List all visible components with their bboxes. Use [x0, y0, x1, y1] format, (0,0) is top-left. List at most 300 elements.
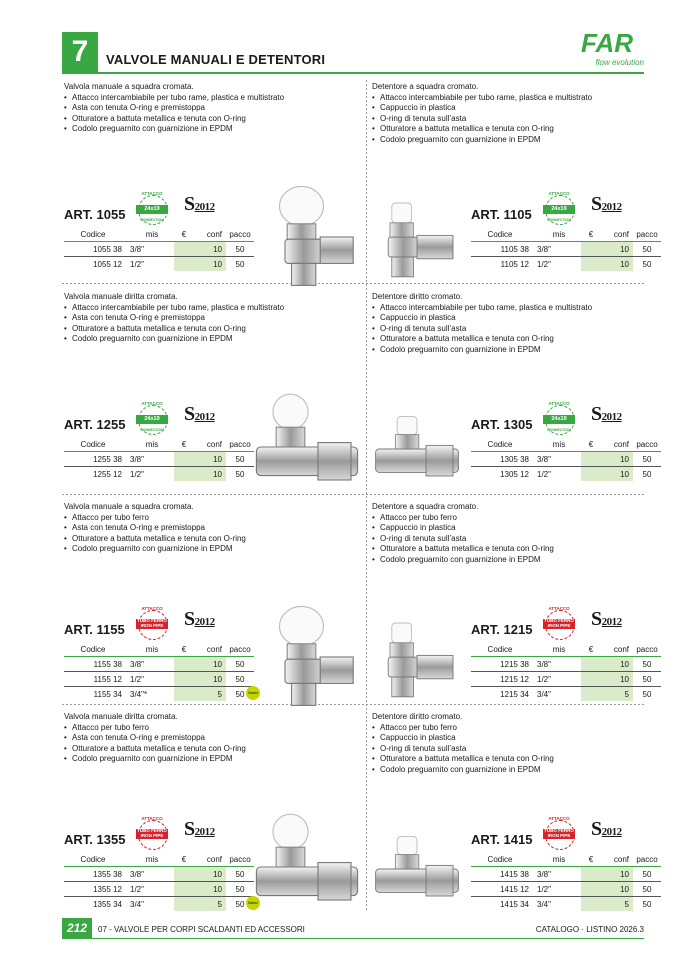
article-table	[471, 437, 661, 481]
table-row	[64, 257, 254, 272]
badge-label	[136, 415, 168, 424]
article-title: ART. 1305	[471, 417, 533, 432]
feature-list	[64, 93, 349, 135]
column-header: mis	[145, 644, 159, 654]
description-intro: Detentore a squadra cromato.	[372, 82, 479, 91]
cell-code: 1255 38	[64, 452, 126, 467]
feature-item: • Attacco per tubo ferro	[372, 723, 657, 734]
feature-list	[372, 303, 657, 356]
table-body	[64, 657, 254, 702]
article-title: ART. 1055	[64, 207, 126, 222]
column-header: €	[181, 439, 187, 449]
cell-price	[174, 687, 194, 702]
column-header: mis	[552, 229, 566, 239]
valve-product-image	[252, 392, 362, 502]
feature-list	[64, 513, 349, 555]
badge-line: 24x19	[551, 416, 567, 422]
cell-pack: 50	[226, 657, 254, 672]
s2012-letter: S	[591, 193, 602, 215]
table-row	[64, 882, 254, 897]
column-header: Codice	[80, 229, 106, 239]
valve-product-image	[252, 602, 362, 712]
badge-arc-text: ATTACCO	[548, 401, 570, 406]
description-intro: Detentore diritto cromato.	[372, 292, 463, 301]
s2012-letter: S	[184, 193, 195, 215]
cell-price	[581, 867, 601, 882]
column-divider	[366, 80, 367, 910]
cell-conf: 10	[194, 452, 226, 467]
feature-item: • Codolo preguarnito con guarnizione in EPDM	[372, 135, 657, 146]
cell-conf: 10	[194, 882, 226, 897]
cell-conf: 5	[194, 687, 226, 702]
feature-list	[64, 303, 349, 345]
s2012-mark	[591, 818, 622, 841]
product-description	[64, 292, 349, 345]
product-description	[64, 502, 349, 555]
iron-pipe-badge	[541, 816, 577, 852]
s2012-mark	[591, 608, 622, 631]
cell-code: 1055 12	[64, 257, 126, 272]
iron-pipe-badge	[541, 606, 577, 642]
cell-size: 3/8"	[126, 657, 174, 672]
brand-tagline: flow evolution	[595, 58, 644, 67]
cell-code: 1255 12	[64, 467, 126, 482]
cell-code: 1305 38	[471, 452, 533, 467]
cell-size: 3/4"*	[126, 687, 174, 702]
column-header: Codice	[487, 854, 513, 864]
badge-line: TUBO FERRO	[544, 828, 574, 833]
product-description	[372, 292, 657, 355]
column-header: pacco	[229, 644, 251, 654]
cell-pack: 50	[226, 257, 254, 272]
description-intro: Detentore diritto cromato.	[372, 712, 463, 721]
cell-code: 1105 38	[471, 242, 533, 257]
s2012-year: 2012	[601, 411, 622, 423]
badge-label	[543, 619, 575, 629]
cell-conf: 10	[194, 657, 226, 672]
feature-item: • Otturatore a battuta metallica e tenuta con O-ring	[372, 754, 657, 765]
badge-line: TUBO FERRO	[137, 618, 167, 623]
column-header: Codice	[80, 439, 106, 449]
article-table	[64, 227, 254, 271]
feature-item: • Attacco intercambiabile per tubo rame, plastica e multistrato	[372, 93, 657, 104]
cell-size: 1/2"	[126, 672, 174, 687]
page-title: VALVOLE MANUALI E DETENTORI	[106, 52, 326, 67]
table-header	[64, 227, 254, 242]
cell-pack: 50	[633, 452, 661, 467]
column-header: conf	[613, 439, 629, 449]
column-header: pacco	[229, 439, 251, 449]
column-header: conf	[206, 644, 222, 654]
cell-price	[174, 657, 194, 672]
feature-item: • Otturatore a battuta metallica e tenuta con O-ring	[372, 334, 657, 345]
article-title: ART. 1215	[471, 622, 533, 637]
feature-item: • Otturatore a battuta metallica e tenuta con O-ring	[64, 324, 349, 335]
feature-item: • Asta con tenuta O-ring e premistoppa	[64, 313, 349, 324]
feature-list	[372, 723, 657, 776]
column-header: conf	[613, 644, 629, 654]
cell-code: 1215 34	[471, 687, 533, 702]
badge-arc-text: ATTACCO	[141, 401, 163, 406]
table-row	[471, 242, 661, 257]
column-header: mis	[145, 229, 159, 239]
cell-pack: 50	[633, 242, 661, 257]
table-body	[471, 452, 661, 482]
badge-arc-text: CONNECTION	[547, 218, 571, 222]
article-table	[471, 642, 661, 701]
feature-item: • Codolo preguarnito con guarnizione in EPDM	[372, 345, 657, 356]
cell-price	[581, 687, 601, 702]
iron-pipe-badge	[134, 816, 170, 852]
cell-price	[581, 257, 601, 272]
cell-pack: 50	[633, 672, 661, 687]
article-title: ART. 1355	[64, 832, 126, 847]
valve-product-image	[372, 194, 462, 284]
valve-product-image	[372, 404, 462, 494]
cell-pack: 50	[226, 452, 254, 467]
feature-item: • O-ring di tenuta sull’asta	[372, 114, 657, 125]
column-header: €	[588, 644, 594, 654]
s2012-mark	[184, 818, 215, 841]
cell-size: 3/8"	[533, 867, 581, 882]
product-description	[64, 82, 349, 135]
feature-item: • Attacco intercambiabile per tubo rame, plastica e multistrato	[372, 303, 657, 314]
feature-item: • O-ring di tenuta sull’asta	[372, 324, 657, 335]
s2012-letter: S	[591, 608, 602, 630]
feature-item: • Otturatore a battuta metallica e tenuta con O-ring	[372, 544, 657, 555]
badge-line: IRON PIPE	[140, 622, 164, 628]
eco-icon: Natal	[246, 896, 260, 910]
table-row	[471, 452, 661, 467]
iron-pipe-badge	[134, 606, 170, 642]
table-row	[471, 867, 661, 882]
column-header: €	[181, 644, 187, 654]
column-header: pacco	[636, 644, 658, 654]
article-table	[471, 227, 661, 271]
table-header-row	[471, 642, 661, 657]
footer-section: 07 - VALVOLE PER CORPI SCALDANTI ED ACCESSORI	[98, 925, 305, 934]
s2012-letter: S	[184, 608, 195, 630]
cell-price	[174, 467, 194, 482]
cell-price	[581, 897, 601, 912]
column-header: mis	[552, 439, 566, 449]
table-body	[64, 242, 254, 272]
column-header: conf	[613, 229, 629, 239]
valve-product-image	[372, 824, 462, 914]
badge-label	[543, 829, 575, 839]
cell-size: 3/8"	[533, 657, 581, 672]
column-header: €	[588, 229, 594, 239]
feature-item: • Asta con tenuta O-ring e premistoppa	[64, 523, 349, 534]
cell-code: 1105 12	[471, 257, 533, 272]
connection-badge	[541, 191, 577, 227]
table-row	[471, 882, 661, 897]
cell-price	[581, 467, 601, 482]
table-row	[64, 467, 254, 482]
column-header: Codice	[487, 644, 513, 654]
connection-badge	[541, 401, 577, 437]
table-header	[471, 227, 661, 242]
feature-item: • Cappuccio in plastica	[372, 733, 657, 744]
badge-arc-text: ATTACCO	[548, 816, 570, 821]
product-description	[372, 82, 657, 145]
valve-product-image	[372, 614, 462, 704]
table-row	[64, 867, 254, 882]
cell-code: 1215 12	[471, 672, 533, 687]
connection-badge	[134, 191, 170, 227]
s2012-year: 2012	[194, 616, 215, 628]
cell-pack: 50	[633, 897, 661, 912]
description-intro: Valvola manuale a squadra cromata.	[64, 502, 194, 511]
feature-item: • Attacco intercambiabile per tubo rame, plastica e multistrato	[64, 93, 349, 104]
s2012-mark	[184, 608, 215, 631]
cell-price	[581, 882, 601, 897]
column-header: €	[181, 229, 187, 239]
cell-size: 1/2"	[533, 882, 581, 897]
column-header: Codice	[487, 229, 513, 239]
table-header-row	[64, 437, 254, 452]
cell-conf: 10	[601, 467, 633, 482]
badge-arc-text: ATTACCO	[141, 816, 163, 821]
table-row	[64, 657, 254, 672]
column-header: pacco	[229, 854, 251, 864]
s2012-mark	[591, 193, 622, 216]
cell-code: 1415 12	[471, 882, 533, 897]
s2012-letter: S	[184, 818, 195, 840]
eco-icon: Natal	[246, 686, 260, 700]
feature-item: • Cappuccio in plastica	[372, 523, 657, 534]
cell-size: 3/8"	[126, 242, 174, 257]
cell-conf: 10	[601, 672, 633, 687]
feature-item: • Otturatore a battuta metallica e tenuta con O-ring	[64, 534, 349, 545]
chapter-number: 7	[62, 32, 98, 72]
table-header-row	[471, 437, 661, 452]
article-table	[64, 437, 254, 481]
table-row	[64, 687, 254, 702]
cell-conf: 10	[194, 242, 226, 257]
cell-code: 1305 12	[471, 467, 533, 482]
badge-line: 24x19	[144, 206, 160, 212]
s2012-mark	[591, 403, 622, 426]
table-row	[471, 467, 661, 482]
cell-code: 1415 38	[471, 867, 533, 882]
cell-code: 1155 12	[64, 672, 126, 687]
table-row	[471, 687, 661, 702]
table-header-row	[64, 227, 254, 242]
cell-price	[174, 882, 194, 897]
table-header-row	[64, 852, 254, 867]
cell-price	[581, 452, 601, 467]
column-header: Codice	[80, 644, 106, 654]
column-header: conf	[613, 854, 629, 864]
article-title: ART. 1155	[64, 622, 125, 637]
cell-pack: 50	[633, 257, 661, 272]
badge-arc-text: ATTACCO	[141, 606, 163, 611]
cell-pack: 50	[226, 882, 254, 897]
s2012-year: 2012	[601, 616, 622, 628]
column-header: €	[588, 439, 594, 449]
cell-size: 3/4"	[533, 897, 581, 912]
cell-pack: 50	[226, 672, 254, 687]
cell-size: 1/2"	[533, 257, 581, 272]
cell-code: 1055 38	[64, 242, 126, 257]
cell-conf: 10	[601, 867, 633, 882]
table-header-row	[64, 642, 254, 657]
badge-label	[136, 205, 168, 214]
cell-price	[174, 242, 194, 257]
column-header: Codice	[80, 854, 106, 864]
feature-list	[372, 513, 657, 566]
feature-item: • Codolo preguarnito con guarnizione in EPDM	[372, 555, 657, 566]
cell-size: 3/4"	[533, 687, 581, 702]
badge-line: 24x19	[551, 206, 567, 212]
table-header-row	[471, 227, 661, 242]
header-rule	[62, 72, 644, 74]
cell-pack: 50	[633, 867, 661, 882]
cell-conf: 10	[601, 257, 633, 272]
table-header	[471, 642, 661, 657]
s2012-letter: S	[184, 403, 195, 425]
feature-item: • Otturatore a battuta metallica e tenuta con O-ring	[64, 744, 349, 755]
table-row	[64, 897, 254, 912]
badge-arc-text: CONNECTION	[140, 428, 164, 432]
article-title: ART. 1105	[471, 207, 532, 222]
s2012-year: 2012	[601, 826, 622, 838]
article-table	[64, 852, 254, 911]
connection-badge	[134, 401, 170, 437]
cell-pack: 50	[226, 467, 254, 482]
cell-size: 3/8"	[126, 867, 174, 882]
article-title: ART. 1415	[471, 832, 533, 847]
cell-pack: 50	[633, 882, 661, 897]
column-header: mis	[145, 439, 159, 449]
brand-logo: FAR	[581, 28, 633, 58]
cell-conf: 10	[194, 257, 226, 272]
cell-conf: 5	[601, 687, 633, 702]
footer-rule	[62, 938, 644, 939]
cell-conf: 10	[601, 882, 633, 897]
cell-price	[581, 672, 601, 687]
cell-price	[581, 242, 601, 257]
column-header: pacco	[636, 229, 658, 239]
feature-item: • Asta con tenuta O-ring e premistoppa	[64, 733, 349, 744]
feature-item: • Codolo preguarnito con guarnizione in EPDM	[64, 544, 349, 555]
badge-line: TUBO FERRO	[137, 828, 167, 833]
badge-line: IRON PIPE	[547, 832, 571, 838]
column-header: mis	[552, 644, 566, 654]
column-header: mis	[145, 854, 159, 864]
table-header	[64, 642, 254, 657]
cell-code: 1155 38	[64, 657, 126, 672]
cell-price	[581, 657, 601, 672]
cell-pack: 50	[633, 467, 661, 482]
badge-arc-text: CONNECTION	[547, 428, 571, 432]
article-title: ART. 1255	[64, 417, 126, 432]
table-row	[64, 672, 254, 687]
cell-conf: 10	[194, 672, 226, 687]
table-row	[471, 672, 661, 687]
cell-size: 1/2"	[126, 882, 174, 897]
column-header: mis	[552, 854, 566, 864]
s2012-mark	[184, 403, 215, 426]
column-header: conf	[206, 854, 222, 864]
column-header: pacco	[636, 854, 658, 864]
cell-size: 3/4"	[126, 897, 174, 912]
cell-conf: 10	[601, 242, 633, 257]
table-header	[471, 852, 661, 867]
feature-list	[372, 93, 657, 146]
cell-price	[174, 867, 194, 882]
badge-label	[543, 205, 575, 214]
cell-pack: 50	[226, 867, 254, 882]
cell-conf: 10	[601, 657, 633, 672]
description-intro: Valvola manuale a squadra cromata.	[64, 82, 194, 91]
cell-code: 1155 34	[64, 687, 126, 702]
cell-pack: 50	[633, 687, 661, 702]
feature-item: • O-ring di tenuta sull’asta	[372, 744, 657, 755]
feature-item: • Otturatore a battuta metallica e tenuta con O-ring	[64, 114, 349, 125]
description-intro: Valvola manuale diritta cromata.	[64, 292, 178, 301]
article-table	[471, 852, 661, 911]
feature-item: • Cappuccio in plastica	[372, 313, 657, 324]
cell-size: 1/2"	[533, 467, 581, 482]
feature-item: • Codolo preguarnito con guarnizione in EPDM	[64, 124, 349, 135]
feature-item: • Attacco per tubo ferro	[372, 513, 657, 524]
badge-arc-text: ATTACCO	[548, 191, 570, 196]
page-number: 212	[62, 918, 92, 938]
badge-arc-text: CONNECTION	[140, 218, 164, 222]
table-row	[64, 452, 254, 467]
cell-size: 1/2"	[126, 257, 174, 272]
table-header	[64, 852, 254, 867]
cell-pack: 50	[226, 687, 254, 702]
badge-line: TUBO FERRO	[544, 618, 574, 623]
cell-conf: 10	[601, 452, 633, 467]
s2012-year: 2012	[194, 411, 215, 423]
badge-label	[136, 619, 168, 629]
feature-item: • O-ring di tenuta sull’asta	[372, 534, 657, 545]
cell-conf: 5	[194, 897, 226, 912]
valve-product-image	[252, 812, 362, 922]
cell-code: 1355 38	[64, 867, 126, 882]
table-row	[471, 897, 661, 912]
cell-pack: 50	[633, 657, 661, 672]
product-description	[372, 502, 657, 565]
s2012-year: 2012	[194, 201, 215, 213]
badge-arc-text: ATTACCO	[141, 191, 163, 196]
cell-size: 3/8"	[533, 242, 581, 257]
feature-item: • Codolo preguarnito con guarnizione in EPDM	[64, 334, 349, 345]
feature-item: • Codolo preguarnito con guarnizione in EPDM	[64, 754, 349, 765]
cell-code: 1355 12	[64, 882, 126, 897]
cell-conf: 10	[194, 867, 226, 882]
badge-line: 24x19	[144, 416, 160, 422]
cell-price	[174, 672, 194, 687]
feature-item: • Attacco intercambiabile per tubo rame, plastica e multistrato	[64, 303, 349, 314]
s2012-letter: S	[591, 403, 602, 425]
cell-conf: 10	[194, 467, 226, 482]
description-intro: Valvola manuale diritta cromata.	[64, 712, 178, 721]
badge-arc-text: ATTACCO	[548, 606, 570, 611]
s2012-mark	[184, 193, 215, 216]
table-row	[64, 242, 254, 257]
cell-code: 1215 38	[471, 657, 533, 672]
column-header: pacco	[636, 439, 658, 449]
column-header: Codice	[487, 439, 513, 449]
cell-size: 1/2"	[126, 467, 174, 482]
table-header	[64, 437, 254, 452]
table-body	[64, 452, 254, 482]
